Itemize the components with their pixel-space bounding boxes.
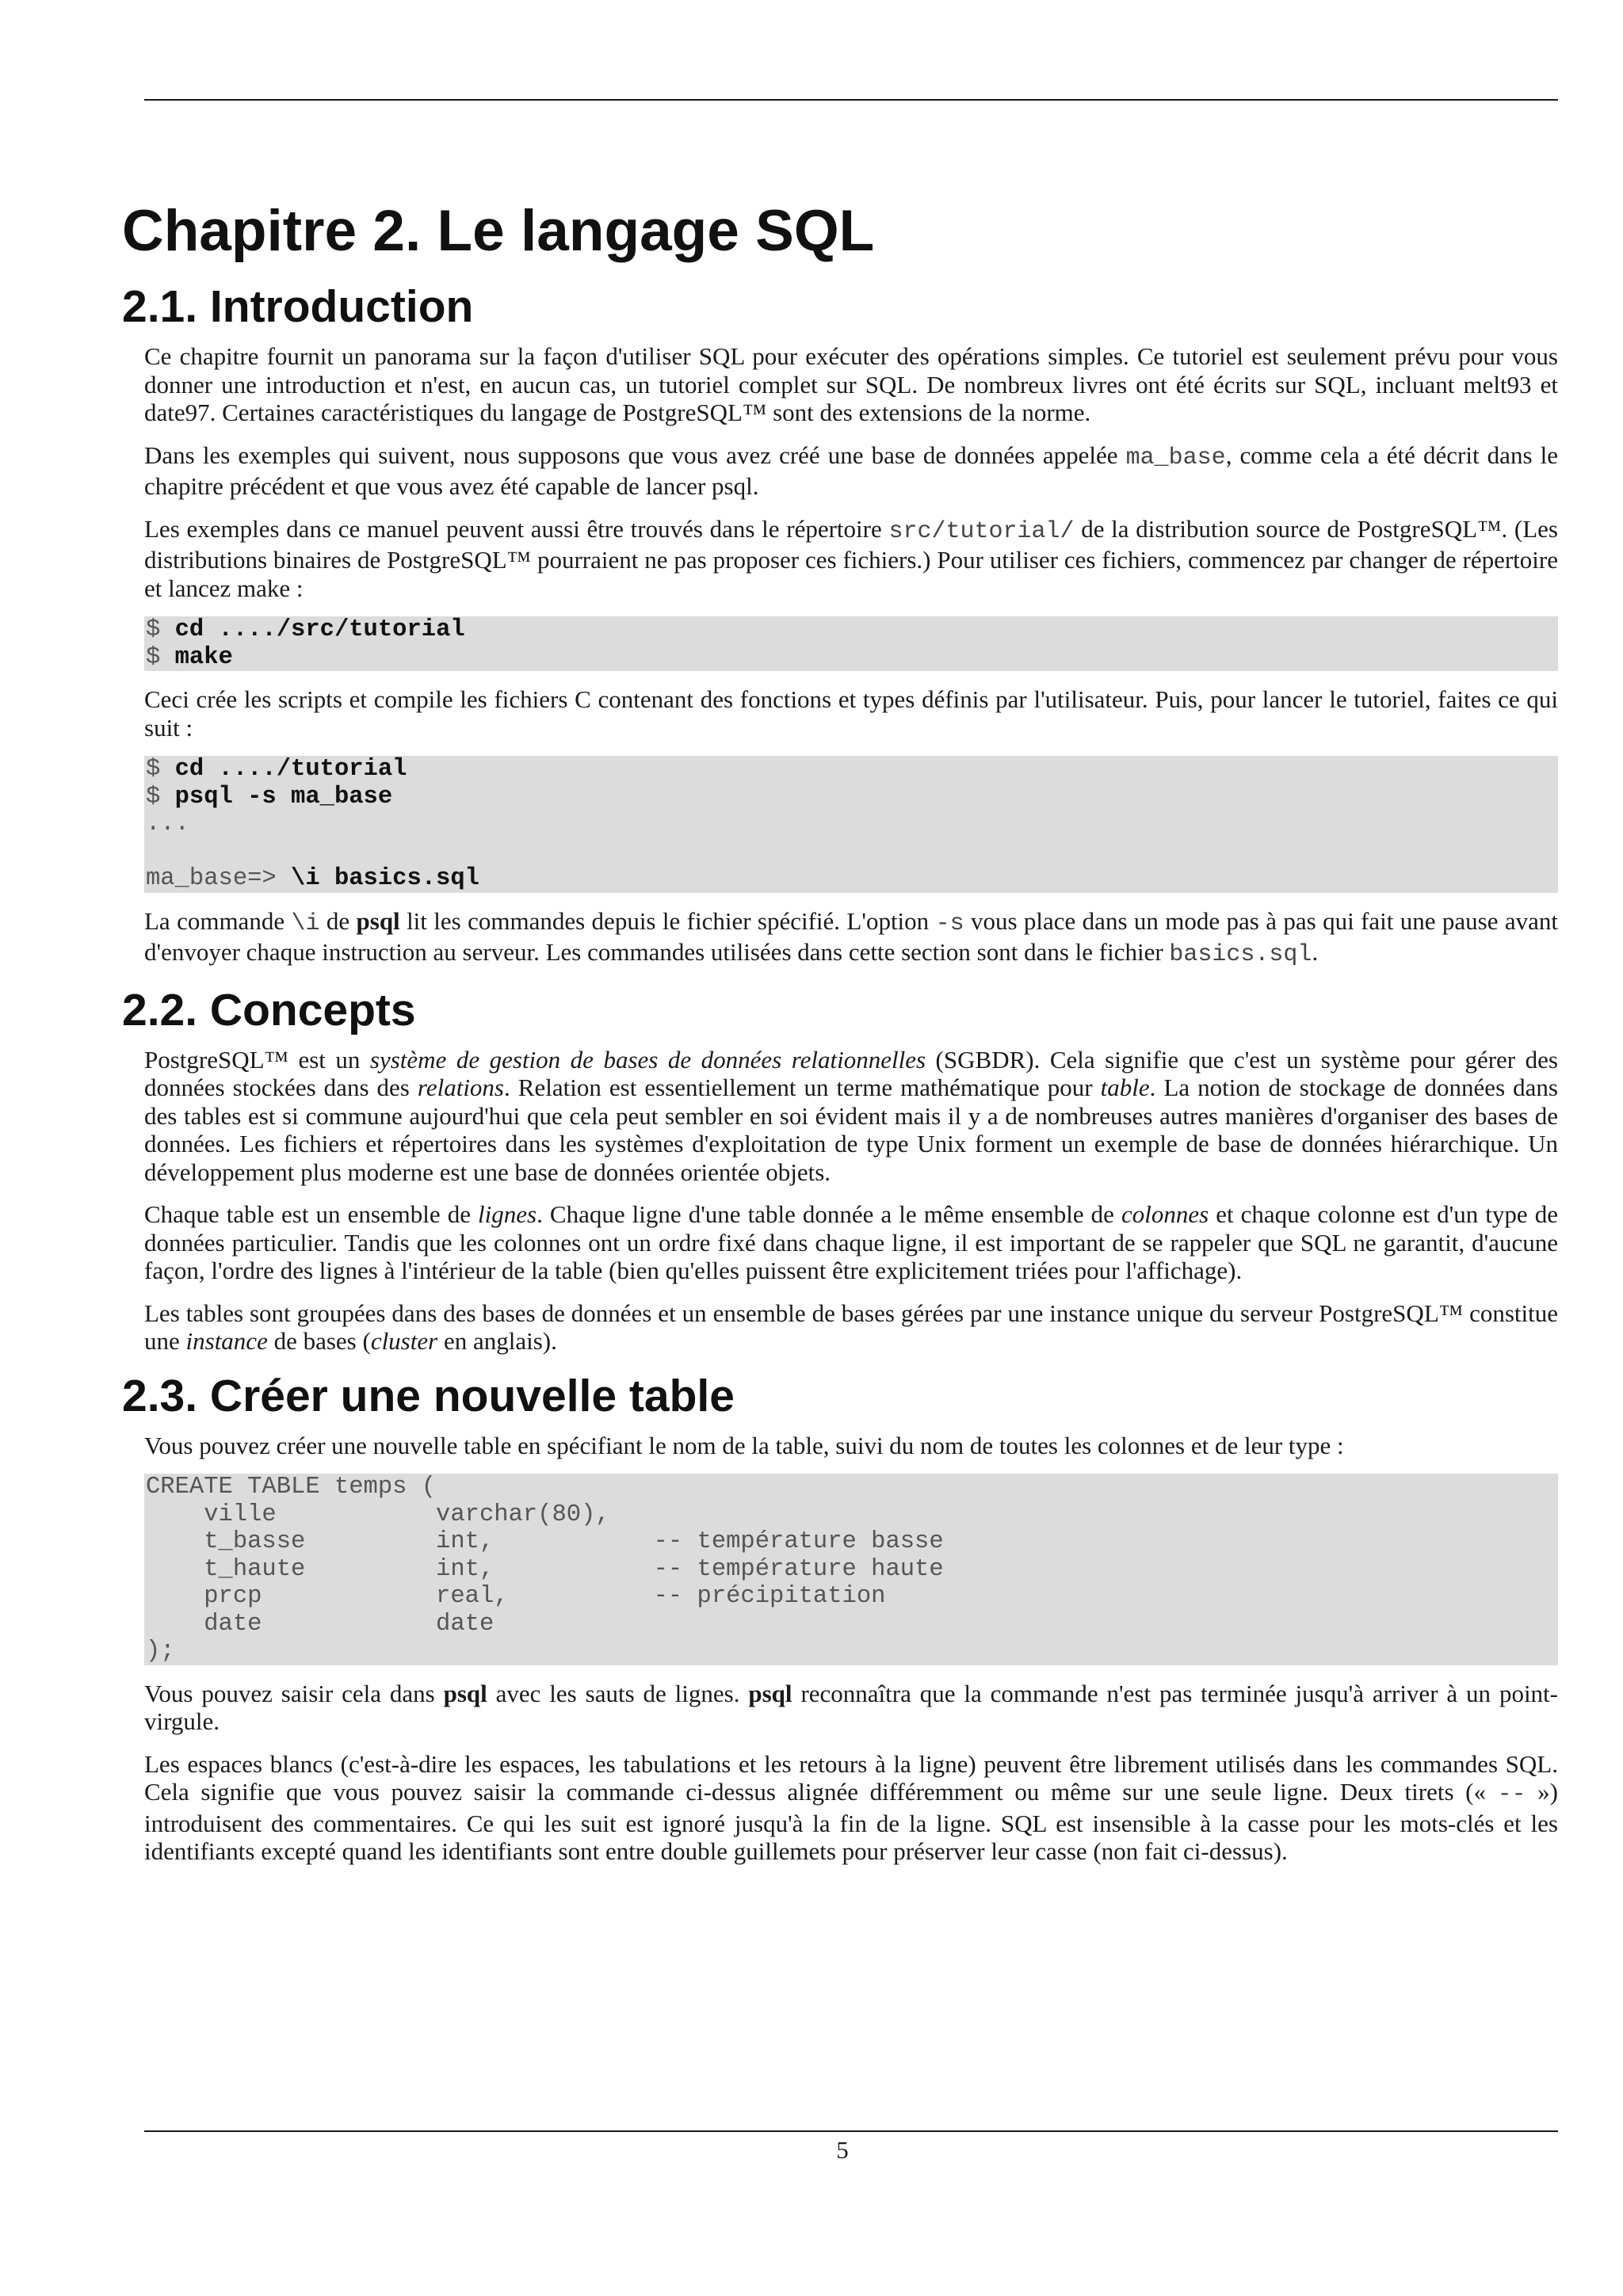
code-line bbox=[146, 810, 1558, 838]
code-line: ville varchar(80), bbox=[146, 1501, 610, 1528]
code-command: psql -s ma_base bbox=[174, 783, 393, 810]
code-line bbox=[146, 644, 1558, 672]
paragraph: Ce chapitre fournit un panorama sur la façon d'utiliser SQL pour exécuter des opérations simples. Ce tutoriel est seulement prévu pour vous donner une introduction et n'est, en aucun cas, un tutoriel complet sur SQL. De nombreux livres ont été écrits sur SQL, incluant melt93 et date97. Certaines caractéristiques du langage de PostgreSQL™ sont des extensions de la norme. bbox=[144, 342, 1558, 426]
paragraph bbox=[144, 441, 1558, 501]
text: vous place dans un mode pas à pas qui fait une pause avant d'envoyer chaque instruction au serveur. Les commandes utilisées dans cette section sont dans le fichier bbox=[144, 906, 1558, 966]
text: de la distribution source de PostgreSQL™. (Les distributions binaires de PostgreSQL™ pourraient ne pas proposer ces fichiers.) Pour utiliser ces fichiers, commencez par changer de répertoire et lancez make : bbox=[144, 514, 1558, 602]
text: . La notion de stockage de données dans des tables est si commune aujourd'hui que cela peut sembler en soi évident mais il y a de nombreuses autres manières d'organiser des bases de données. Les fichiers et répertoires dans les systèmes d'exploitation de type Unix forment un exemple de base de données hiérarchique. Un développement plus moderne est une base de données orientée objets. bbox=[144, 1074, 1558, 1186]
code-line bbox=[146, 838, 1558, 866]
section-title: 2.1. Introduction bbox=[122, 281, 474, 332]
emphasis: colonnes bbox=[1121, 1200, 1209, 1228]
text: de bases ( bbox=[267, 1327, 371, 1355]
footer-rule bbox=[144, 2130, 1558, 2132]
inline-code: basics.sql bbox=[1169, 941, 1312, 968]
text: avec les sauts de lignes. bbox=[487, 1679, 749, 1707]
code-line: date date bbox=[146, 1610, 495, 1638]
text: ») introduisent des commentaires. Ce qui les suit est ignoré jusqu'à la fin de la ligne. SQL est insensible à la casse pour les mots-clés et les identifiants excepté quand les identifiants sont entre double guillemets pour préserver leur casse (non fait ci-dessus). bbox=[144, 1778, 1559, 1865]
code-command: cd ..../tutorial bbox=[174, 756, 407, 783]
text: La commande bbox=[144, 906, 292, 935]
text: Les exemples dans ce manuel peuvent aussi être trouvés dans le répertoire bbox=[144, 514, 889, 543]
text: Dans les exemples qui suivent, nous supposons que vous avez créé une base de données appelée bbox=[144, 441, 1126, 469]
inline-code: -- bbox=[1497, 1781, 1526, 1808]
emphasis: relations bbox=[417, 1074, 504, 1101]
emphasis: lignes bbox=[478, 1200, 537, 1228]
code-prompt: $ bbox=[146, 756, 175, 783]
header-rule bbox=[144, 99, 1558, 101]
emphasis: instance bbox=[185, 1327, 268, 1355]
section-title: 2.2. Concepts bbox=[122, 984, 416, 1035]
strong-text: psql bbox=[748, 1679, 792, 1707]
text: Vous pouvez saisir cela dans bbox=[144, 1679, 444, 1707]
section-title: 2.3. Créer une nouvelle table bbox=[122, 1370, 735, 1421]
code-command: make bbox=[174, 643, 233, 671]
code-line: prcp real, -- précipitation bbox=[146, 1583, 886, 1610]
text: , comme cela a été décrit dans le chapitre précédent et que vous avez été capable de lancer psql. bbox=[144, 441, 1558, 500]
code-block bbox=[144, 616, 1558, 671]
section-concepts bbox=[122, 984, 1558, 1356]
paragraph bbox=[144, 1299, 1558, 1356]
text: en anglais). bbox=[437, 1327, 557, 1355]
paragraph bbox=[144, 1200, 1558, 1285]
inline-code: ma_base bbox=[1125, 444, 1226, 471]
text: et chaque colonne est d'un type de données particulier. Tandis que les colonnes ont un ordre fixé dans chaque ligne, il est important de se rappeler que SQL ne garantit, d'aucune façon, l'ordre des lignes à l'intérieur de la table (bien qu'elles puissent être explicitement triées pour l'affichage). bbox=[144, 1200, 1558, 1284]
emphasis: système de gestion de bases de données relationnelles bbox=[369, 1045, 926, 1074]
code-line bbox=[146, 616, 1558, 644]
code-prompt: ma_base=> bbox=[146, 865, 292, 892]
paragraph bbox=[144, 1046, 1558, 1187]
text: Les espaces blancs (c'est-à-dire les espaces, les tabulations et les retours à la ligne) peuvent être librement utilisés dans les commandes SQL. Cela signifie que vous pouvez saisir la commande ci-dessus alignée différemment ou même sur une seule ligne. Deux tirets (« bbox=[144, 1749, 1558, 1806]
code-command: \i basics.sql bbox=[291, 865, 479, 892]
text: de bbox=[319, 906, 357, 935]
inline-code: \i bbox=[291, 910, 320, 937]
inline-code: -s bbox=[935, 910, 964, 937]
strong-text: psql bbox=[443, 1679, 487, 1707]
strong-text: psql bbox=[356, 906, 400, 935]
code-line: t_haute int, -- température haute bbox=[146, 1555, 944, 1583]
code-line: ); bbox=[146, 1638, 175, 1665]
code-prompt: $ bbox=[146, 616, 175, 643]
code-command: cd ..../src/tutorial bbox=[174, 616, 465, 643]
paragraph bbox=[144, 907, 1558, 970]
page-number: 5 bbox=[836, 2136, 849, 2164]
paragraph: Ceci crée les scripts et compile les fichiers C contenant des fonctions et types définis par l'utilisateur. Puis, pour lancer le tutoriel, faites ce qui suit : bbox=[144, 685, 1558, 742]
text: (SGBDR). Cela signifie que c'est un système pour gérer des données stockées dans des bbox=[144, 1045, 1558, 1101]
code-prompt: $ bbox=[146, 783, 175, 810]
text: . bbox=[1312, 938, 1319, 966]
code-line: t_basse int, -- température basse bbox=[146, 1528, 944, 1555]
section-introduction bbox=[122, 280, 1558, 970]
code-block bbox=[144, 756, 1558, 893]
code-block bbox=[144, 1474, 1558, 1665]
code-prompt: ... bbox=[146, 810, 189, 837]
text: PostgreSQL™ est un bbox=[144, 1045, 370, 1074]
chapter-title: Chapitre 2. Le langage SQL bbox=[122, 199, 875, 263]
emphasis: cluster bbox=[370, 1327, 438, 1355]
paragraph bbox=[144, 1750, 1558, 1866]
paragraph: Vous pouvez créer une nouvelle table en spécifiant le nom de la table, suivi du nom de toutes les colonnes et de leur type : bbox=[144, 1431, 1344, 1459]
section-create-table bbox=[122, 1370, 1558, 1866]
text: Les tables sont groupées dans des bases de données et un ensemble de bases gérées par une instance unique du serveur PostgreSQL™ constitue une bbox=[144, 1299, 1558, 1355]
inline-code: src/tutorial/ bbox=[888, 517, 1075, 545]
paragraph bbox=[144, 1680, 1558, 1736]
code-line bbox=[146, 865, 1558, 893]
page-content bbox=[122, 198, 1558, 1880]
code-line bbox=[146, 756, 1558, 784]
text: Chaque table est un ensemble de bbox=[144, 1200, 479, 1228]
text: . Relation est essentiellement un terme mathématique pour bbox=[504, 1074, 1101, 1101]
emphasis: table bbox=[1100, 1074, 1150, 1101]
text: . Chaque ligne d'une table donnée a le même ensemble de bbox=[537, 1200, 1121, 1228]
code-line bbox=[146, 784, 1558, 811]
text: reconnaîtra que la commande n'est pas terminée jusqu'à arriver à un point-virgule. bbox=[144, 1679, 1558, 1735]
paragraph bbox=[144, 515, 1558, 603]
text: lit les commandes depuis le fichier spécifié. L'option bbox=[399, 906, 936, 935]
code-line: CREATE TABLE temps ( bbox=[146, 1474, 437, 1501]
code-prompt: $ bbox=[146, 643, 175, 671]
